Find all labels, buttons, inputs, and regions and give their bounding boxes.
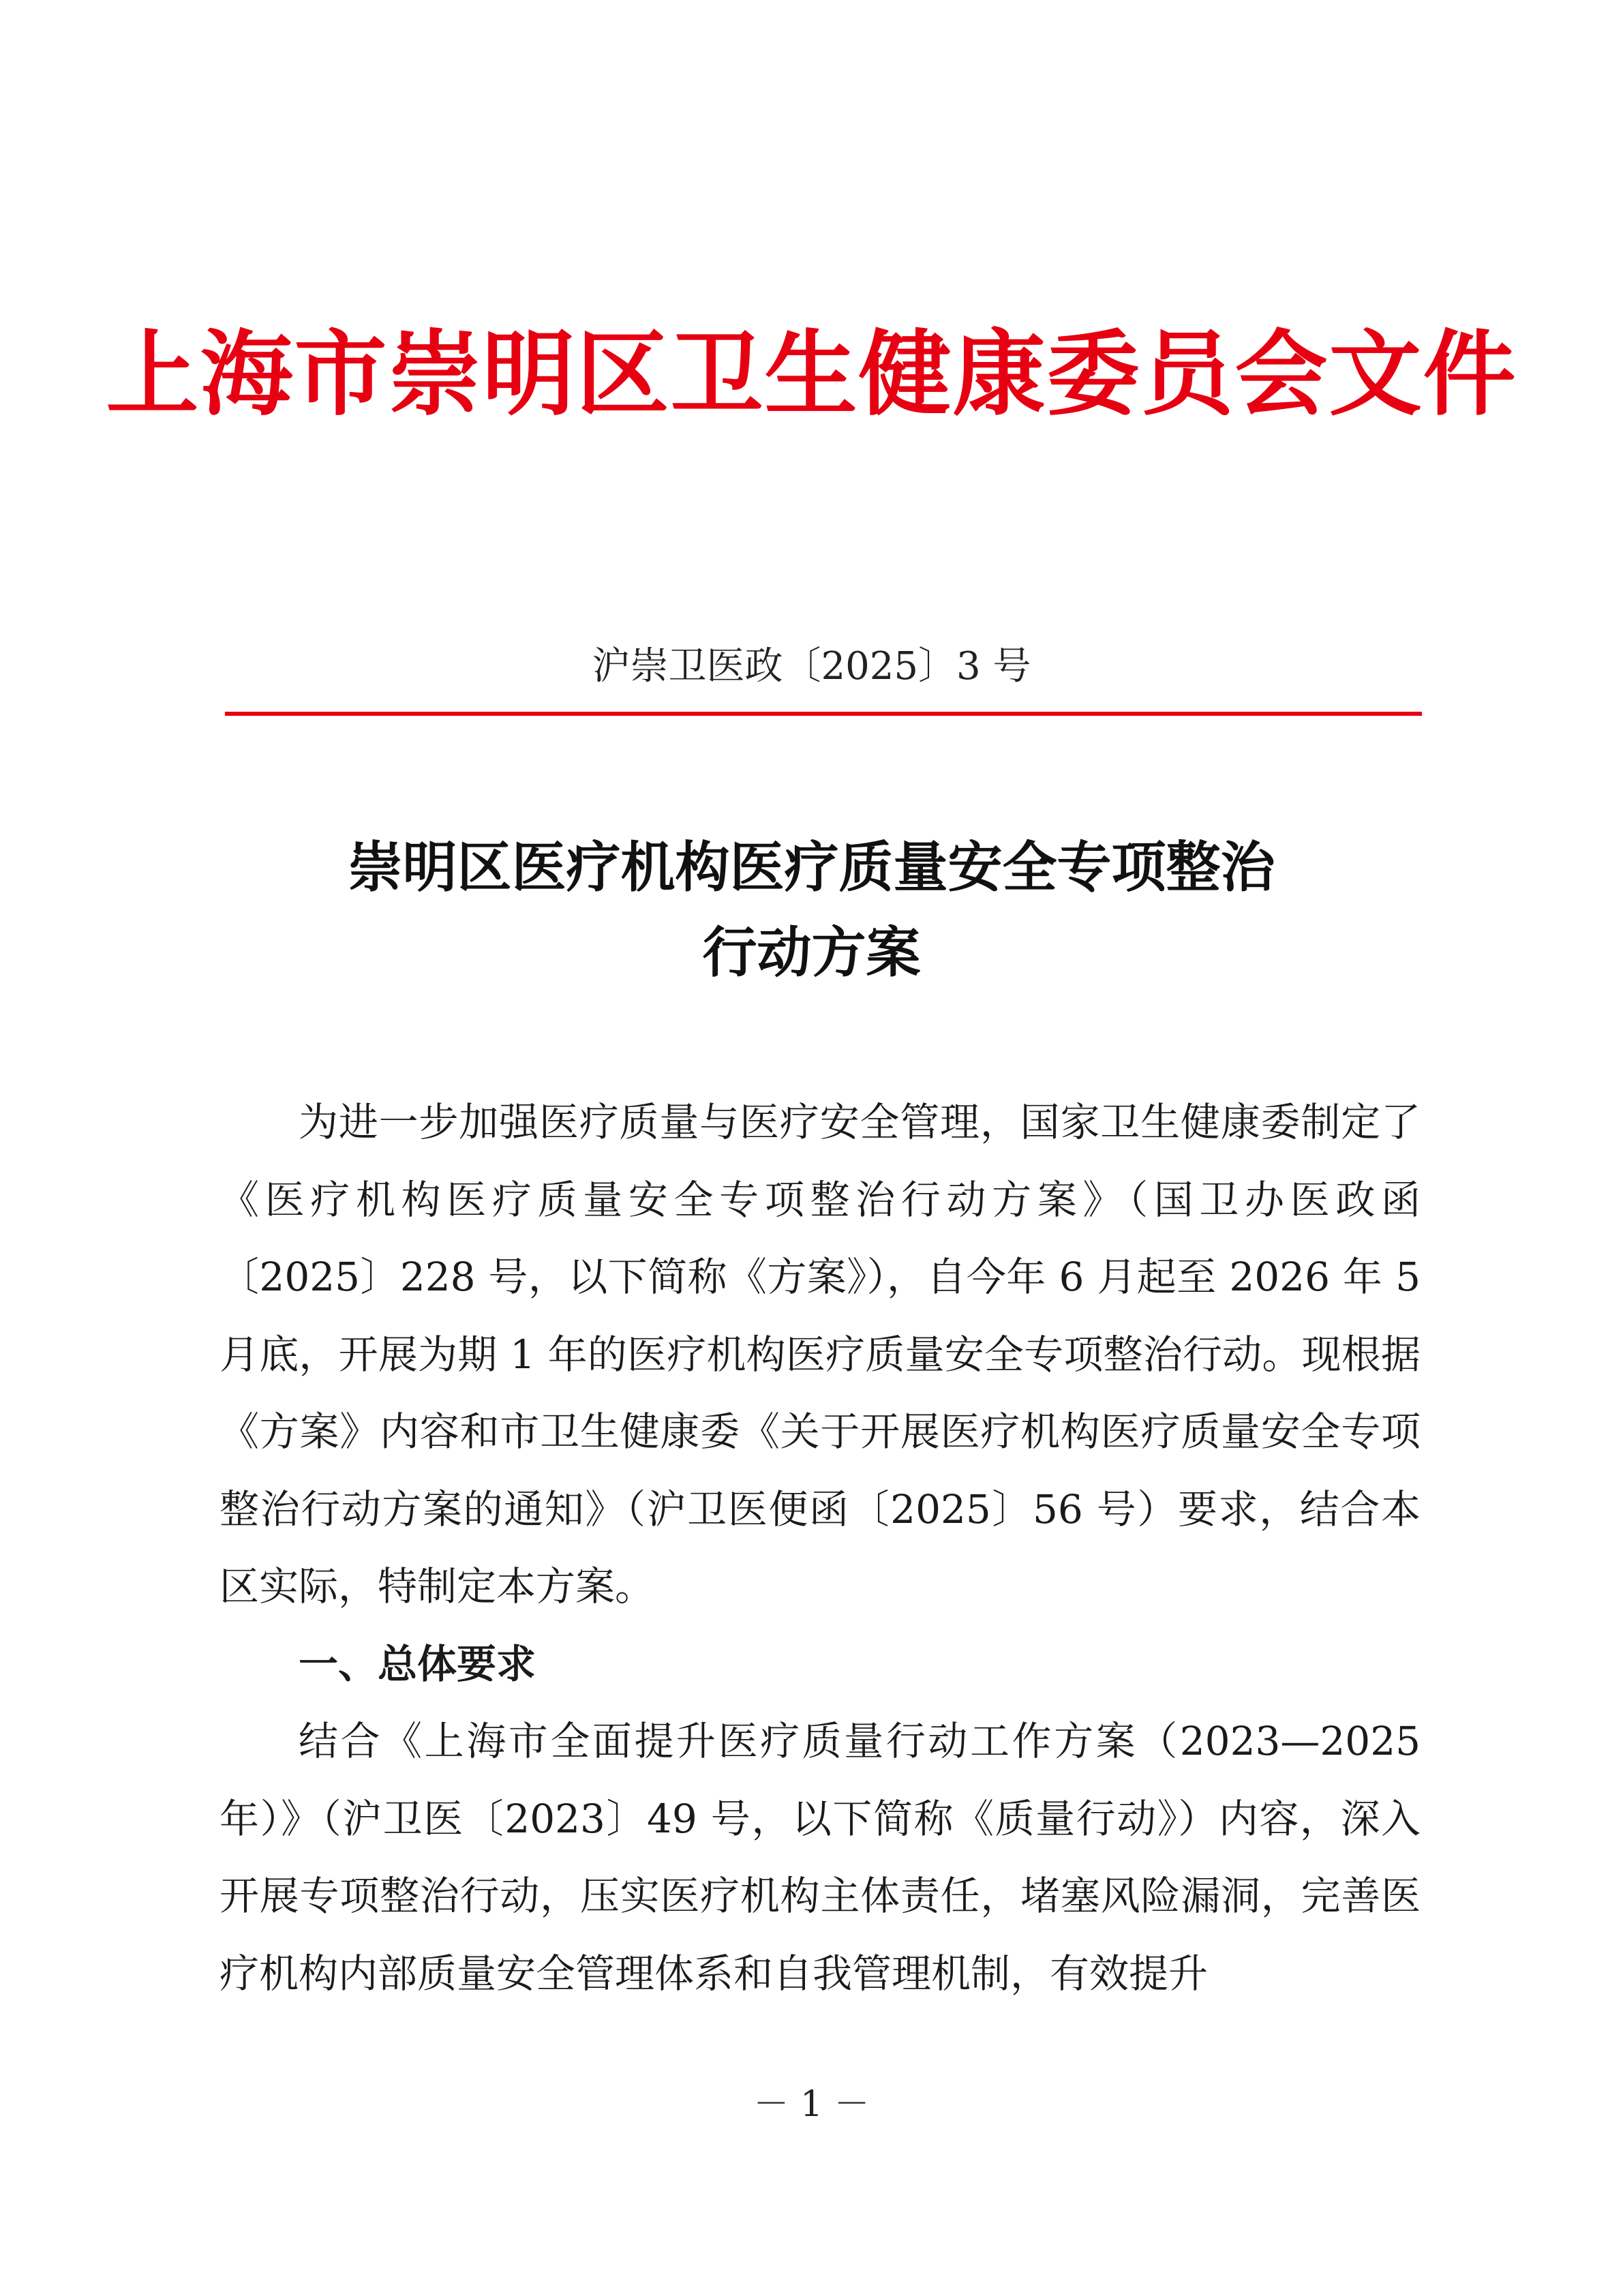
- document-body: [219, 1084, 1421, 2012]
- red-divider-line: [225, 712, 1422, 716]
- document-title: [0, 825, 1623, 995]
- page-number: － 1 －: [753, 2084, 870, 2125]
- intro-paragraph: 为进一步加强医疗质量与医疗安全管理，国家卫生健康委制定了《医疗机构医疗质量安全专项整治行动方案》（国卫办医政函〔2025〕228 号，以下简称《方案》），自今年 6 月起至 2026 年 5 月底，开展为期 1 年的医疗机构医疗质量安全专项整治行动。现根据《方案》内容和市卫生健康委《关于开展医疗机构医疗质量安全专项整治行动方案的通知》（沪卫医便函〔2025〕56 号）要求，结合本区实际，特制定本方案。: [219, 1099, 1421, 1610]
- document-title-line-1: 崇明区医疗机构医疗质量安全专项整治: [348, 836, 1275, 899]
- organization-header: 上海市崇明区卫生健康委员会文件: [106, 321, 1517, 429]
- section-1-paragraph: 结合《上海市全面提升医疗质量行动工作方案（2023—2025 年）》（沪卫医〔2023〕49 号，以下简称《质量行动》）内容，深入开展专项整治行动，压实医疗机构主体责任，堵塞风险漏洞，完善医疗机构内部质量安全管理体系和自我管理机制，有效提升: [219, 1718, 1421, 1997]
- document-number: 沪崇卫医政〔2025〕3 号: [592, 644, 1031, 689]
- section-heading-overall-requirements: 一、总体要求: [299, 1640, 536, 1687]
- document-title-line-2: 行动方案: [702, 921, 921, 984]
